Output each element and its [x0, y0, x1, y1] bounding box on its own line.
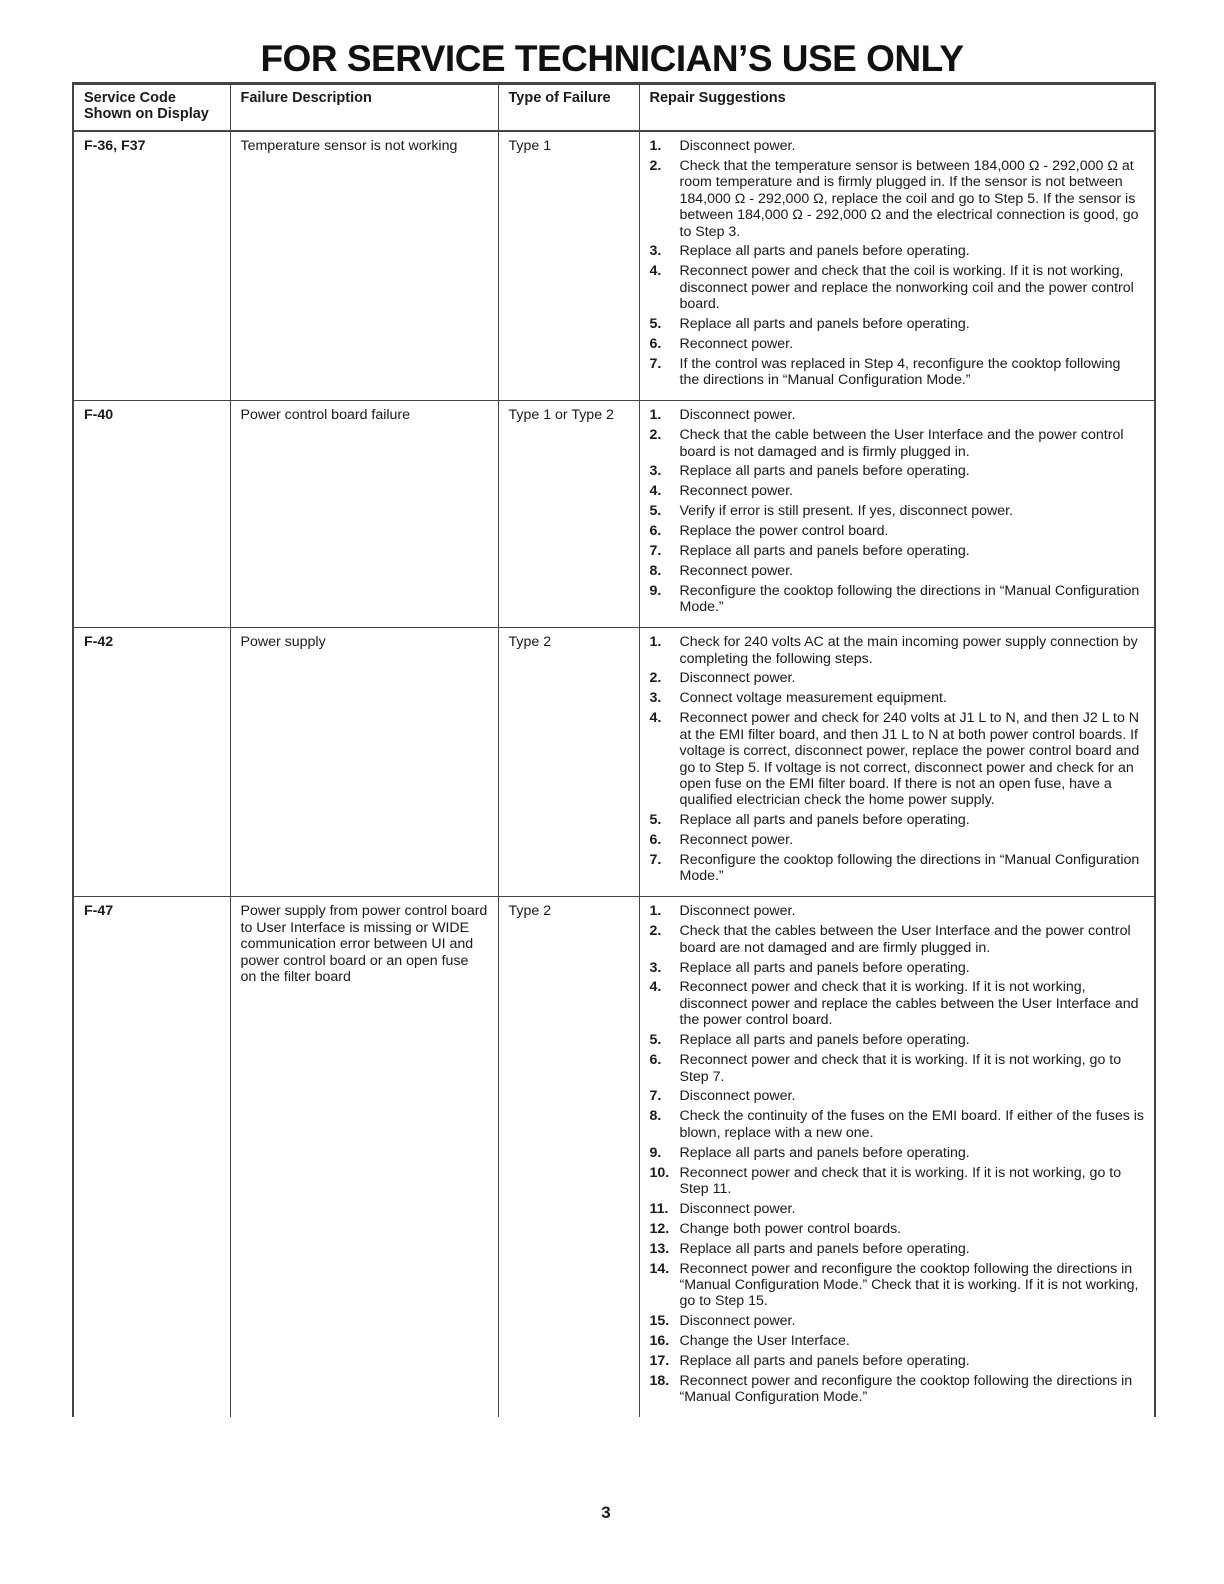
repair-step-number: 5. [649, 503, 662, 520]
repair-step [650, 523, 1145, 539]
failure-description-cell: Power supply from power control board to User Interface is missing or WIDE communication error between UI and power control board or an open fuse on the filter board [230, 897, 498, 1417]
table-row [73, 628, 1155, 897]
repair-step [650, 1221, 1145, 1237]
repair-step-number: 12. [649, 1220, 670, 1237]
page-number: 3 [601, 1503, 611, 1522]
repair-step [650, 336, 1145, 352]
repair-step-text: Replace all parts and panels before operating. [679, 1353, 970, 1370]
repair-step-text: Connect voltage measurement equipment. [679, 690, 947, 707]
repair-step-number: 7. [649, 852, 662, 869]
repair-step-list [650, 903, 1145, 1405]
header-service-code-line1: Service Code [84, 90, 176, 106]
repair-step-list [650, 407, 1145, 615]
repair-step-number: 2. [649, 157, 662, 174]
table-body [73, 131, 1155, 1417]
repair-step-number: 6. [649, 1052, 662, 1069]
repair-step-number: 15. [649, 1313, 670, 1330]
table-row [73, 131, 1155, 401]
repair-step-number: 4. [649, 979, 662, 996]
repair-step-number: 7. [649, 543, 662, 560]
repair-step-text: Replace all parts and panels before operating. [679, 543, 970, 560]
repair-step-text: Reconfigure the cooktop following the directions in “Manual Configuration Mode.” [679, 852, 1140, 885]
repair-step-text: Replace all parts and panels before operating. [679, 1032, 970, 1049]
repair-step-text: Reconnect power. [679, 483, 794, 500]
header-failure-description: Failure Description [230, 84, 498, 132]
repair-step [650, 852, 1145, 885]
repair-step-number: 2. [649, 923, 662, 940]
repair-step-text: Check that the cables between the User Interface and the power control board are not damaged and are firmly plugged in. [679, 923, 1131, 956]
failure-type-cell: Type 1 or Type 2 [498, 401, 639, 628]
repair-step-number: 11. [649, 1200, 669, 1217]
service-code-cell: F-40 [73, 401, 230, 628]
repair-step-text: Reconnect power and check that it is working. If it is not working, go to Step 7. [679, 1052, 1122, 1085]
repair-step-text: Replace all parts and panels before operating. [679, 243, 970, 260]
failure-description-cell: Temperature sensor is not working [230, 131, 498, 401]
repair-step-text: Disconnect power. [679, 407, 796, 424]
repair-step-list [650, 138, 1145, 389]
repair-step-number: 3. [649, 243, 662, 260]
repair-step-number: 7. [649, 355, 662, 372]
repair-step-text: Reconnect power and check for 240 volts at J1 L to N, and then J2 L to N at the EMI filter board, and then J1 L to N at both power control boards. If voltage is correct, disconnect power, replace the power control board and go to Step 5. If voltage is not correct, disconnect power and check for an open fuse on the EMI filter board. If there is not an open fuse, have a qualified electrician check the home power supply. [679, 710, 1140, 809]
repair-step-text: Check that the cable between the User Interface and the power control board is not damaged and is firmly plugged in. [679, 427, 1124, 460]
repair-step-number: 5. [649, 1032, 662, 1049]
service-code-table [72, 82, 1156, 1417]
repair-step-list [650, 634, 1145, 885]
repair-step [650, 356, 1145, 389]
repair-step [650, 710, 1145, 808]
repair-step [650, 483, 1145, 499]
repair-suggestions-cell [639, 401, 1155, 628]
repair-step-number: 8. [649, 1108, 662, 1125]
repair-step-text: Reconnect power. [679, 832, 794, 849]
header-service-code-line2: Shown on Display [84, 106, 209, 123]
repair-step [650, 563, 1145, 579]
header-repair-suggestions: Repair Suggestions [639, 84, 1155, 132]
repair-step-text: Reconnect power and reconfigure the cooktop following the directions in “Manual Configuration Mode.” Check that it is working. If it is not working, go to Step 15. [679, 1260, 1139, 1310]
repair-step [650, 407, 1145, 423]
repair-step-text: Replace all parts and panels before operating. [679, 959, 970, 976]
repair-step [650, 1052, 1145, 1085]
repair-step [650, 832, 1145, 848]
repair-suggestions-cell [639, 628, 1155, 897]
repair-step-number: 8. [649, 562, 662, 579]
repair-step-text: Disconnect power. [679, 1200, 796, 1217]
failure-type-cell: Type 1 [498, 131, 639, 401]
repair-step [650, 1333, 1145, 1349]
repair-step-number: 17. [649, 1353, 670, 1370]
repair-step [650, 634, 1145, 667]
repair-step [650, 243, 1145, 259]
repair-step [650, 316, 1145, 332]
repair-step [650, 670, 1145, 686]
repair-step-text: Replace all parts and panels before operating. [679, 316, 970, 333]
repair-step [650, 1165, 1145, 1198]
repair-step-number: 13. [649, 1240, 670, 1257]
repair-step [650, 690, 1145, 706]
repair-step [650, 1353, 1145, 1369]
failure-type-cell: Type 2 [498, 628, 639, 897]
repair-step-number: 4. [649, 263, 662, 280]
repair-step-text: Reconnect power and reconfigure the cooktop following the directions in “Manual Configuration Mode.” [679, 1373, 1133, 1406]
repair-step [650, 903, 1145, 919]
repair-step-text: Replace all parts and panels before operating. [679, 1144, 970, 1161]
repair-step [650, 1373, 1145, 1406]
repair-step [650, 1313, 1145, 1329]
repair-step-text: Check for 240 volts AC at the main incoming power supply connection by completing the following steps. [679, 634, 1138, 667]
repair-step-number: 1. [649, 903, 662, 920]
repair-step-text: Replace all parts and panels before operating. [679, 812, 970, 829]
repair-step [650, 1241, 1145, 1257]
repair-step-number: 5. [649, 812, 662, 829]
repair-step-number: 9. [649, 582, 662, 599]
repair-step [650, 979, 1145, 1028]
repair-step-number: 3. [649, 959, 662, 976]
repair-step-number: 2. [649, 670, 662, 687]
repair-step-text: Change both power control boards. [679, 1220, 902, 1237]
repair-step-number: 7. [649, 1088, 662, 1105]
repair-step-number: 9. [649, 1144, 662, 1161]
repair-step-number: 5. [649, 316, 662, 333]
header-type-of-failure: Type of Failure [498, 84, 639, 132]
table-row [73, 401, 1155, 628]
repair-step-text: Reconnect power and check that it is working. If it is not working, go to Step 11. [679, 1164, 1122, 1197]
repair-step [650, 427, 1145, 460]
repair-step-text: Disconnect power. [679, 138, 796, 154]
repair-step-text: Reconnect power and check that it is working. If it is not working, disconnect power and replace the cables between the User Interface and the power control board. [679, 979, 1139, 1029]
repair-step-number: 1. [649, 138, 662, 154]
repair-step [650, 1088, 1145, 1104]
repair-step-text: Replace all parts and panels before operating. [679, 1240, 970, 1257]
repair-step [650, 923, 1145, 956]
repair-step [650, 1032, 1145, 1048]
repair-step [650, 812, 1145, 828]
repair-suggestions-cell [639, 897, 1155, 1417]
service-code-cell: F-42 [73, 628, 230, 897]
repair-step [650, 263, 1145, 312]
repair-step [650, 1201, 1145, 1217]
repair-step-text: Replace the power control board. [679, 523, 889, 540]
repair-step-text: Check the continuity of the fuses on the EMI board. If either of the fuses is blown, replace with a new one. [679, 1108, 1145, 1141]
repair-step-text: Disconnect power. [679, 903, 796, 920]
repair-step-text: If the control was replaced in Step 4, reconfigure the cooktop following the directions in “Manual Configuration Mode.” [679, 355, 1121, 389]
repair-step-text: Replace all parts and panels before operating. [679, 463, 970, 480]
repair-step-number: 2. [649, 427, 662, 444]
repair-step-text: Reconnect power. [679, 562, 794, 579]
repair-step-number: 3. [649, 463, 662, 480]
repair-step-number: 4. [649, 483, 662, 500]
repair-step [650, 463, 1145, 479]
repair-step-number: 3. [649, 690, 662, 707]
repair-step [650, 138, 1145, 154]
repair-step-text: Disconnect power. [679, 670, 796, 687]
table-row [73, 897, 1155, 1417]
repair-step-text: Disconnect power. [679, 1088, 796, 1105]
failure-type-cell: Type 2 [498, 897, 639, 1417]
repair-step-number: 1. [649, 407, 662, 424]
repair-step [650, 1108, 1145, 1141]
service-code-cell: F-36, F37 [73, 131, 230, 401]
repair-step-number: 6. [649, 335, 662, 352]
repair-step-number: 14. [649, 1260, 670, 1277]
repair-step-number: 4. [649, 710, 662, 727]
repair-step [650, 503, 1145, 519]
repair-step-text: Reconnect power and check that the coil is working. If it is not working, disconnect power and replace the nonworking coil and the power control board. [679, 263, 1134, 313]
repair-step [650, 158, 1145, 240]
repair-step-number: 10. [649, 1164, 670, 1181]
repair-step [650, 543, 1145, 559]
repair-step [650, 960, 1145, 976]
repair-step-text: Reconnect power. [679, 335, 794, 352]
repair-step-number: 1. [649, 634, 662, 651]
table-header-row [73, 84, 1155, 132]
service-code-cell: F-47 [73, 897, 230, 1417]
repair-step [650, 1261, 1145, 1310]
failure-description-cell: Power control board failure [230, 401, 498, 628]
repair-step-text: Reconfigure the cooktop following the directions in “Manual Configuration Mode.” [679, 582, 1140, 616]
page-title: FOR SERVICE TECHNICIAN’S USE ONLY [260, 38, 964, 79]
repair-step-number: 18. [649, 1373, 670, 1389]
repair-step-text: Verify if error is still present. If yes, disconnect power. [679, 503, 1014, 520]
repair-step-number: 6. [649, 523, 662, 540]
repair-step-number: 16. [649, 1333, 670, 1350]
repair-step-text: Check that the temperature sensor is between 184,000 Ω - 292,000 Ω at room temperature and is firmly plugged in. If the sensor is not between 184,000 Ω - 292,000 Ω, replace the coil and go to Step 5. If the sensor is between 184,000 Ω - 292,000 Ω and the electrical connection is good, go to Step 3. [679, 157, 1139, 240]
repair-suggestions-cell [639, 131, 1155, 401]
repair-step [650, 583, 1145, 616]
header-service-code [73, 84, 230, 132]
repair-step-text: Disconnect power. [679, 1313, 796, 1330]
repair-step [650, 1145, 1145, 1161]
failure-description-cell: Power supply [230, 628, 498, 897]
repair-step-number: 6. [649, 832, 662, 849]
repair-step-text: Change the User Interface. [679, 1333, 850, 1350]
